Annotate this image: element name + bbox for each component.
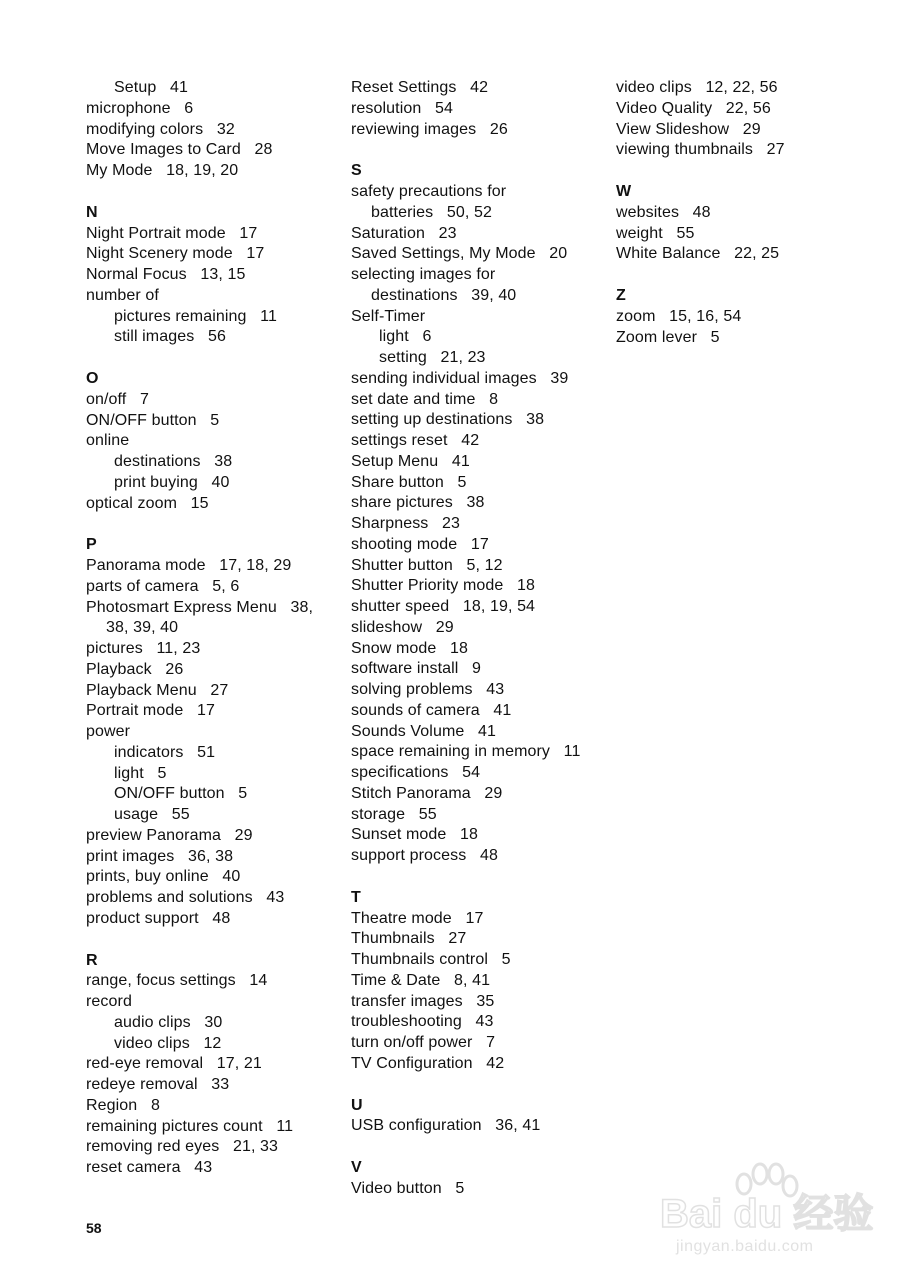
index-entry: Night Portrait mode 17 [86,224,258,242]
index-entry: on/off 7 [86,390,149,408]
index-entry: reviewing images 26 [351,120,508,138]
index-entry: Photosmart Express Menu 38, [86,598,314,616]
index-entry: specifications 54 [351,764,481,781]
index-entry: Setup Menu 41 [351,452,470,470]
index-entry: problems and solutions 43 [86,889,285,906]
index-entry: support process 48 [351,847,498,864]
index-entry: Move Images to Card 28 [86,141,273,159]
index-subentry: usage 55 [114,806,190,823]
index-subentry: light 6 [379,328,432,346]
index-entry: Share button 5 [351,473,467,491]
index-letter-heading: N [86,203,98,221]
index-letter-heading: U [351,1096,363,1114]
index-letter-heading: O [86,370,99,387]
index-entry: Zoom lever 5 [616,328,720,346]
index-entry: weight 55 [616,224,695,242]
index-entry: pictures 11, 23 [86,640,201,657]
index-entry: record [86,993,132,1010]
index-letter-heading: Z [616,287,626,304]
index-entry: sounds of camera 41 [351,701,512,719]
page-number: 58 [86,1220,102,1236]
index-entry: redeye removal 33 [86,1076,230,1093]
index-letter-heading: V [351,1159,362,1176]
index-entry: product support 48 [86,909,231,927]
baidu-watermark [656,1152,886,1262]
index-entry: Snow mode 18 [351,639,469,657]
index-entry: settings reset 42 [351,432,480,449]
index-entry: Time & Date 8, 41 [351,971,491,989]
index-subentry: setting 21, 23 [379,349,486,366]
index-column-1 [86,78,336,1179]
index-entry: red-eye removal 17, 21 [86,1055,262,1073]
index-entry: zoom 15, 16, 54 [616,307,742,325]
index-letter-heading: P [86,536,97,554]
index-subentry: still images 56 [114,328,226,346]
index-entry: number of [86,286,159,304]
index-entry: microphone 6 [86,99,194,117]
index-entry: Shutter button 5, 12 [351,556,503,574]
index-entry: Shutter Priority mode 18 [351,577,536,595]
index-entry: storage 55 [351,805,437,823]
index-subentry: audio clips 30 [114,1013,223,1031]
index-subentry: destinations 38 [114,453,233,470]
index-subentry: light 5 [114,764,167,782]
index-entry: viewing thumbnails 27 [616,141,785,159]
index-entry: Panorama mode 17, 18, 29 [86,557,292,574]
index-entry: shutter speed 18, 19, 54 [351,598,536,615]
index-subentry: batteries 50, 52 [371,203,492,221]
index-entry: Night Scenery mode 17 [86,245,265,263]
index-entry: My Mode 18, 19, 20 [86,162,239,179]
index-entry: Region 8 [86,1096,160,1114]
index-entry: online [86,432,130,450]
index-entry: Self-Timer [351,307,426,325]
index-entry: selecting images for [351,266,496,283]
index-entry: Video button 5 [351,1179,465,1197]
index-entry: parts of camera 5, 6 [86,577,240,595]
index-entry: websites 48 [616,203,711,221]
index-subentry: indicators 51 [114,743,216,761]
index-entry: White Balance 22, 25 [616,245,780,263]
index-entry: Theatre mode 17 [351,909,484,927]
index-entry: sending individual images 39 [351,369,569,387]
index-entry: print images 36, 38 [86,847,234,865]
index-entry: video clips 12, 22, 56 [616,79,778,96]
index-entry: power [86,723,131,740]
index-entry: modifying colors 32 [86,120,235,138]
index-entry: reset camera 43 [86,1159,213,1176]
index-letter-heading: R [86,951,98,969]
index-entry: remaining pictures count 11 [86,1117,294,1135]
index-entry: Playback Menu 27 [86,681,229,699]
index-entry: transfer images 35 [351,992,495,1010]
index-entry: solving problems 43 [351,681,505,698]
index-entry: safety precautions for [351,183,507,200]
index-column-2 [351,78,601,1200]
index-entry: Thumbnails 27 [351,930,467,948]
index-entry: ON/OFF button 5 [86,411,220,429]
index-subentry: ON/OFF button 5 [114,785,248,803]
index-entry: prints, buy online 40 [86,868,241,886]
index-entry: share pictures 38 [351,494,485,512]
index-entry: Sounds Volume 41 [351,722,497,740]
index-entry: Stitch Panorama 29 [351,784,503,802]
index-subentry: Setup 41 [114,79,188,96]
index-entry: turn on/off power 7 [351,1034,496,1051]
watermark-url: jingyan.baidu.com [676,1238,814,1255]
index-subentry: video clips 12 [114,1034,222,1052]
index-entry: preview Panorama 29 [86,826,253,844]
index-entry: setting up destinations 38 [351,411,545,429]
index-subentry: print buying 40 [114,473,230,491]
index-entry: Portrait mode 17 [86,702,215,720]
index-entry: TV Configuration 42 [351,1054,505,1072]
index-entry: space remaining in memory 11 [351,743,581,761]
index-letter-heading: W [616,183,632,200]
index-column-3 [616,78,866,348]
index-entry: Normal Focus 13, 15 [86,266,246,283]
index-subentry: 38, 39, 40 [106,619,179,637]
watermark-brand: Bai du 经验 [660,1192,874,1236]
index-entry: set date and time 8 [351,390,499,408]
index-subentry: pictures remaining 11 [114,307,277,325]
index-entry: Sharpness 23 [351,515,461,532]
index-entry: slideshow 29 [351,618,454,636]
index-subentry: destinations 39, 40 [371,286,517,304]
index-entry: View Slideshow 29 [616,120,761,138]
index-entry: troubleshooting 43 [351,1013,494,1031]
index-entry: optical zoom 15 [86,494,209,512]
index-entry: USB configuration 36, 41 [351,1117,541,1135]
index-entry: software install 9 [351,660,482,678]
index-entry: Video Quality 22, 56 [616,99,771,117]
index-entry: Saved Settings, My Mode 20 [351,245,568,263]
index-entry: Sunset mode 18 [351,826,479,844]
index-entry: removing red eyes 21, 33 [86,1138,279,1156]
index-letter-heading: T [351,888,361,906]
index-entry: shooting mode 17 [351,535,489,553]
index-entry: Reset Settings 42 [351,79,489,96]
index-entry: range, focus settings 14 [86,972,268,990]
index-letter-heading: S [351,162,362,180]
index-entry: Saturation 23 [351,224,457,242]
index-entry: Thumbnails control 5 [351,951,511,968]
index-entry: resolution 54 [351,99,454,117]
index-entry: Playback 26 [86,660,184,678]
